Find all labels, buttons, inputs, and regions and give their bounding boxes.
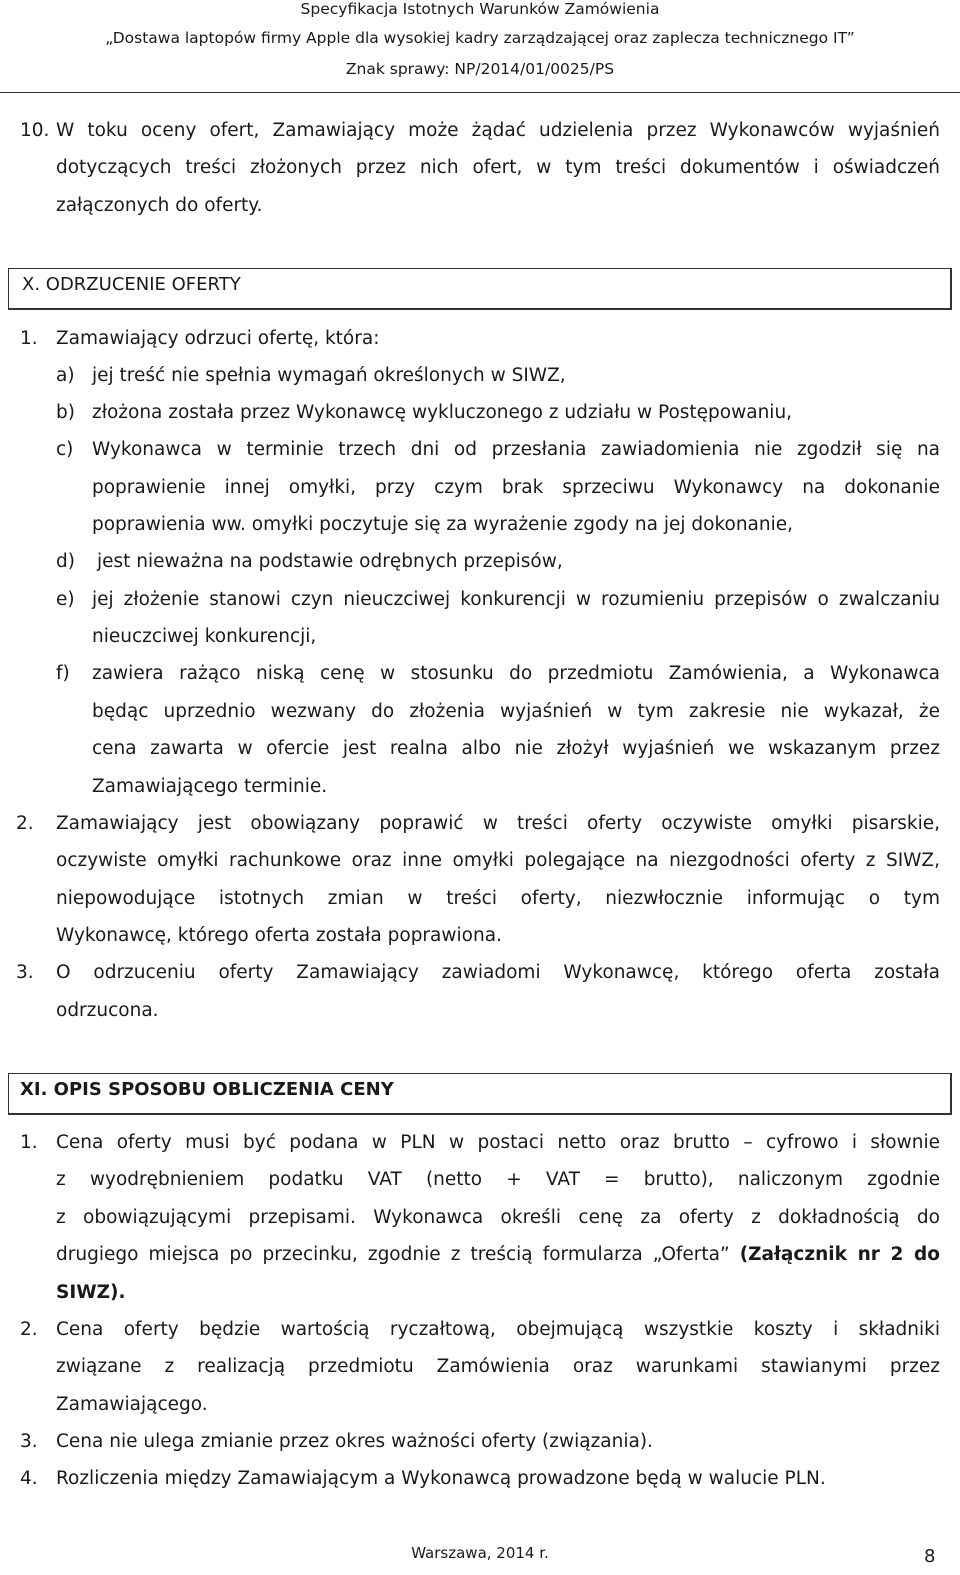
item-number: 3. <box>16 962 34 983</box>
paragraph-line: Cena oferty musi być podana w PLN w postaci netto oraz brutto – cyfrowo i słownie <box>56 1132 940 1153</box>
item-number: 10. <box>20 120 50 141</box>
item-number: 1. <box>20 328 38 349</box>
list-item: Zamawiającego terminie. <box>92 776 328 797</box>
list-item: nieuczciwej konkurencji, <box>92 626 317 647</box>
paragraph-line: Rozliczenia między Zamawiającym a Wykonawcą prowadzone będą w walucie PLN. <box>56 1468 826 1489</box>
paragraph-line: Wykonawcę, którego oferta została poprawiona. <box>56 925 502 946</box>
list-label: e) <box>56 589 75 610</box>
section-heading: XI. OPIS SPOSOBU OBLICZENIA CENY <box>20 1079 394 1100</box>
section-heading: X. ODRZUCENIE OFERTY <box>22 274 241 295</box>
paragraph-line: z obowiązującymi przepisami. Wykonawca określi cenę za oferty z dokładnością do <box>56 1207 940 1228</box>
list-item: złożona została przez Wykonawcę wykluczonego z udziału w Postępowaniu, <box>92 402 793 423</box>
paragraph-line <box>56 1242 940 1268</box>
list-item: poprawienia ww. omyłki poczytuje się za wyrażenie zgody na jej dokonanie, <box>92 514 794 535</box>
list-label: a) <box>56 365 75 386</box>
paragraph-line: związane z realizacją przedmiotu Zamówienia oraz warunkami stawianymi przez <box>56 1356 940 1377</box>
paragraph-line: załączonych do oferty. <box>56 195 263 216</box>
paragraph-text: drugiego miejsca po przecinku, zgodnie z treścią formularza „Oferta” <box>56 1244 730 1265</box>
attachment-reference: (Załącznik nr 2 do <box>739 1244 940 1265</box>
paragraph-line: W toku oceny ofert, Zamawiający może żądać udzielenia przez Wykonawców wyjaśnień <box>56 120 940 141</box>
paragraph-line: dotyczących treści złożonych przez nich ofert, w tym treści dokumentów i oświadczeń <box>56 157 940 178</box>
list-item: Wykonawca w terminie trzech dni od przesłania zawiadomienia nie zgodził się na <box>92 439 940 460</box>
list-label: b) <box>56 402 75 423</box>
list-item: jej złożenie stanowi czyn nieuczciwej konkurencji w rozumieniu przepisów o zwalczaniu <box>92 589 940 610</box>
item-number: 1. <box>20 1132 38 1153</box>
list-item: cena zawarta w ofercie jest realna albo nie złożył wyjaśnień we wskazanym przez <box>92 738 940 759</box>
attachment-reference: SIWZ). <box>56 1282 126 1303</box>
list-item: poprawienie innej omyłki, przy czym brak sprzeciwu Wykonawcy na dokonanie <box>92 477 940 498</box>
list-label: d) <box>56 551 75 572</box>
header-case-number: Znak sprawy: NP/2014/01/0025/PS <box>345 60 615 78</box>
header-subject: „Dostawa laptopów firmy Apple dla wysokiej kadry zarządzającej oraz zaplecza technicznego IT” <box>105 29 855 47</box>
list-item: będąc uprzednio wezwany do złożenia wyjaśnień w tym zakresie nie wykazał, że <box>92 701 940 722</box>
paragraph-line: Zamawiający odrzuci ofertę, która: <box>56 328 380 349</box>
header-divider <box>0 92 960 93</box>
paragraph-line: O odrzuceniu oferty Zamawiający zawiadomi Wykonawcę, którego oferta została <box>56 962 940 983</box>
list-item: jej treść nie spełnia wymagań określonych w SIWZ, <box>92 365 566 386</box>
page-number: 8 <box>924 1546 936 1567</box>
item-number: 4. <box>20 1468 38 1489</box>
list-item: zawiera rażąco niską cenę w stosunku do przedmiotu Zamówienia, a Wykonawca <box>92 663 940 684</box>
paragraph-line: z wyodrębnieniem podatku VAT (netto + VAT = brutto), naliczonym zgodnie <box>56 1169 940 1190</box>
paragraph-line: oczywiste omyłki rachunkowe oraz inne omyłki polegające na niezgodności oferty z SIWZ, <box>56 850 940 871</box>
paragraph-line: Zamawiający jest obowiązany poprawić w treści oferty oczywiste omyłki pisarskie, <box>56 813 940 834</box>
paragraph-line: Zamawiającego. <box>56 1394 208 1415</box>
item-number: 2. <box>16 813 34 834</box>
list-label: f) <box>56 663 70 684</box>
item-number: 3. <box>20 1431 38 1452</box>
list-item: jest nieważna na podstawie odrębnych przepisów, <box>97 551 563 572</box>
paragraph-line: niepowodujące istotnych zmian w treści oferty, niezwłocznie informując o tym <box>56 888 940 909</box>
list-label: c) <box>56 439 74 460</box>
item-number: 2. <box>20 1319 38 1340</box>
paragraph-line: Cena oferty będzie wartością ryczałtową, obejmującą wszystkie koszty i składniki <box>56 1319 940 1340</box>
header-title: Specyfikacja Istotnych Warunków Zamówienia <box>300 0 660 18</box>
paragraph-line: Cena nie ulega zmianie przez okres ważności oferty (związania). <box>56 1431 653 1452</box>
footer-place-date: Warszawa, 2014 r. <box>411 1544 549 1562</box>
paragraph-line: odrzucona. <box>56 1000 159 1021</box>
